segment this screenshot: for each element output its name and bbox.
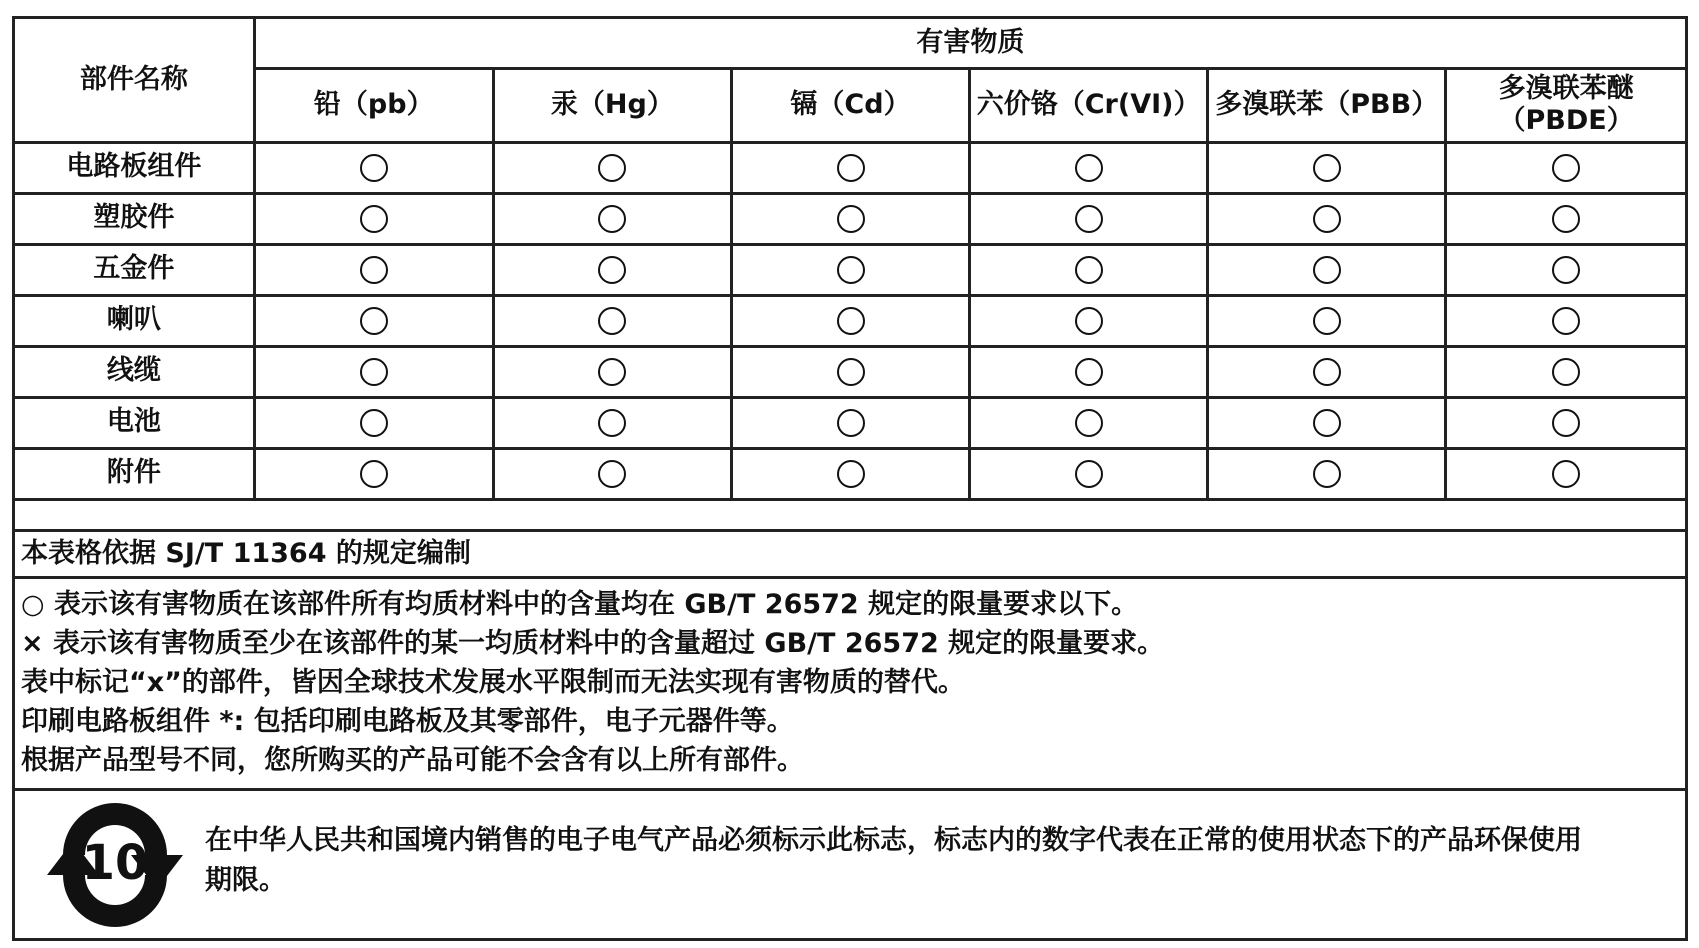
note-line: × 表示该有害物质至少在该部件的某一均质材料中的含量超过 GB/T 26572 规定的限量要求。 xyxy=(21,628,1165,659)
compliance-cell xyxy=(731,142,969,193)
compliance-cell xyxy=(493,397,731,448)
part-name-header: 部件名称 xyxy=(15,19,254,142)
compliance-cell xyxy=(970,193,1208,244)
compliant-circle-icon xyxy=(1552,154,1580,182)
compliant-circle-icon xyxy=(1313,409,1341,437)
table-row xyxy=(15,448,1685,499)
table-row xyxy=(15,295,1685,346)
compliant-circle-icon xyxy=(1075,256,1103,284)
compliance-cell xyxy=(254,142,493,193)
efup-description: 在中华人民共和国境内销售的电子电气产品必须标示此标志，标志内的数字代表在正常的使用状态下的产品环保使用期限。 xyxy=(205,825,1582,896)
table-row xyxy=(15,346,1685,397)
compliance-cell xyxy=(254,295,493,346)
compliant-circle-icon xyxy=(1552,205,1580,233)
compliance-cell xyxy=(493,193,731,244)
compliant-circle-icon xyxy=(1552,409,1580,437)
table-row xyxy=(15,397,1685,448)
compliance-cell xyxy=(1208,448,1446,499)
substance-header: 铅（pb） xyxy=(254,68,493,142)
efup-logo-icon xyxy=(37,803,193,927)
compliance-cell xyxy=(1208,244,1446,295)
compliance-cell xyxy=(1446,346,1685,397)
part-name: 线缆 xyxy=(15,346,254,397)
compliant-circle-icon xyxy=(598,205,626,233)
substance-header: 多溴联苯醚（PBDE） xyxy=(1446,68,1685,142)
compliance-cell xyxy=(731,295,969,346)
compliance-cell xyxy=(1208,397,1446,448)
hazardous-substance-table xyxy=(15,19,1685,501)
efup-section xyxy=(15,791,1685,941)
compliance-cell xyxy=(254,397,493,448)
compliant-circle-icon xyxy=(837,256,865,284)
compliant-circle-icon xyxy=(1552,307,1580,335)
compliant-circle-icon xyxy=(1075,154,1103,182)
note-line: 印刷电路板组件 *: 包括印刷电路板及其零部件，电子元器件等。 xyxy=(21,706,794,737)
compliant-circle-icon xyxy=(1075,307,1103,335)
note-line: 表中标记“x”的部件，皆因全球技术发展水平限制而无法实现有害物质的替代。 xyxy=(21,667,965,698)
compliance-cell xyxy=(1446,295,1685,346)
substance-header: 六价铬（Cr(VI)） xyxy=(970,68,1208,142)
part-name: 塑胶件 xyxy=(15,193,254,244)
compliance-cell xyxy=(493,448,731,499)
compliance-cell xyxy=(1446,193,1685,244)
compliance-cell xyxy=(970,448,1208,499)
compliance-cell xyxy=(970,142,1208,193)
compliant-circle-icon xyxy=(1075,460,1103,488)
notes-block xyxy=(15,579,1685,791)
compliance-cell xyxy=(731,346,969,397)
compliance-cell xyxy=(1208,142,1446,193)
compliant-circle-icon xyxy=(1313,358,1341,386)
compliant-circle-icon xyxy=(598,154,626,182)
compliant-circle-icon xyxy=(837,307,865,335)
compliant-circle-icon xyxy=(1313,154,1341,182)
hazardous-substance-header: 有害物质 xyxy=(254,19,1685,68)
compliant-circle-icon xyxy=(1313,205,1341,233)
compliant-circle-icon xyxy=(1075,358,1103,386)
compliance-cell xyxy=(731,244,969,295)
table-row xyxy=(15,142,1685,193)
compliance-cell xyxy=(731,397,969,448)
substance-header: 镉（Cd） xyxy=(731,68,969,142)
compliance-cell xyxy=(254,244,493,295)
compliance-cell xyxy=(970,295,1208,346)
part-name: 喇叭 xyxy=(15,295,254,346)
compliance-cell xyxy=(970,244,1208,295)
compliant-circle-icon xyxy=(360,154,388,182)
compliant-circle-icon xyxy=(837,154,865,182)
compliance-cell xyxy=(1446,397,1685,448)
part-name: 附件 xyxy=(15,448,254,499)
part-name: 五金件 xyxy=(15,244,254,295)
compliance-cell xyxy=(731,448,969,499)
compliant-circle-icon xyxy=(1552,358,1580,386)
compliance-cell xyxy=(970,346,1208,397)
compliant-circle-icon xyxy=(360,256,388,284)
substance-header: 多溴联苯（PBB） xyxy=(1208,68,1446,142)
table-row xyxy=(15,244,1685,295)
compliance-cell xyxy=(254,448,493,499)
compliant-circle-icon xyxy=(598,358,626,386)
compliance-cell xyxy=(970,397,1208,448)
compliance-cell xyxy=(1208,295,1446,346)
note-line: 根据产品型号不同，您所购买的产品可能不会含有以上所有部件。 xyxy=(21,745,804,776)
note-line: ○ 表示该有害物质在该部件所有均质材料中的含量均在 GB/T 26572 规定的限量要求以下。 xyxy=(21,589,1139,620)
part-name: 电池 xyxy=(15,397,254,448)
hazardous-substance-declaration xyxy=(12,16,1688,941)
compliance-cell xyxy=(493,295,731,346)
compliant-circle-icon xyxy=(360,307,388,335)
compliance-cell xyxy=(493,244,731,295)
compliant-circle-icon xyxy=(598,460,626,488)
compliant-circle-icon xyxy=(837,358,865,386)
compliant-circle-icon xyxy=(1313,307,1341,335)
compliant-circle-icon xyxy=(598,256,626,284)
compliance-cell xyxy=(1446,142,1685,193)
compliance-cell xyxy=(1446,244,1685,295)
compliant-circle-icon xyxy=(1552,256,1580,284)
compliant-circle-icon xyxy=(837,205,865,233)
compliance-cell xyxy=(493,142,731,193)
compliance-cell xyxy=(731,193,969,244)
part-name: 电路板组件 xyxy=(15,142,254,193)
compliant-circle-icon xyxy=(360,460,388,488)
compliant-circle-icon xyxy=(360,358,388,386)
compliance-cell xyxy=(1208,193,1446,244)
compliance-cell xyxy=(1446,448,1685,499)
compliant-circle-icon xyxy=(360,409,388,437)
compliance-cell xyxy=(1208,346,1446,397)
standard-note: 本表格依据 SJ/T 11364 的规定编制 xyxy=(15,529,1685,579)
compliant-circle-icon xyxy=(360,205,388,233)
compliant-circle-icon xyxy=(598,307,626,335)
efup-logo-number: 10 xyxy=(81,835,149,891)
compliance-cell xyxy=(254,346,493,397)
compliant-circle-icon xyxy=(837,460,865,488)
compliant-circle-icon xyxy=(1313,460,1341,488)
compliant-circle-icon xyxy=(1552,460,1580,488)
substance-header: 汞（Hg） xyxy=(493,68,731,142)
compliant-circle-icon xyxy=(598,409,626,437)
table-row xyxy=(15,193,1685,244)
compliant-circle-icon xyxy=(1313,256,1341,284)
compliant-circle-icon xyxy=(837,409,865,437)
compliant-circle-icon xyxy=(1075,205,1103,233)
compliant-circle-icon xyxy=(1075,409,1103,437)
compliance-cell xyxy=(493,346,731,397)
compliance-cell xyxy=(254,193,493,244)
